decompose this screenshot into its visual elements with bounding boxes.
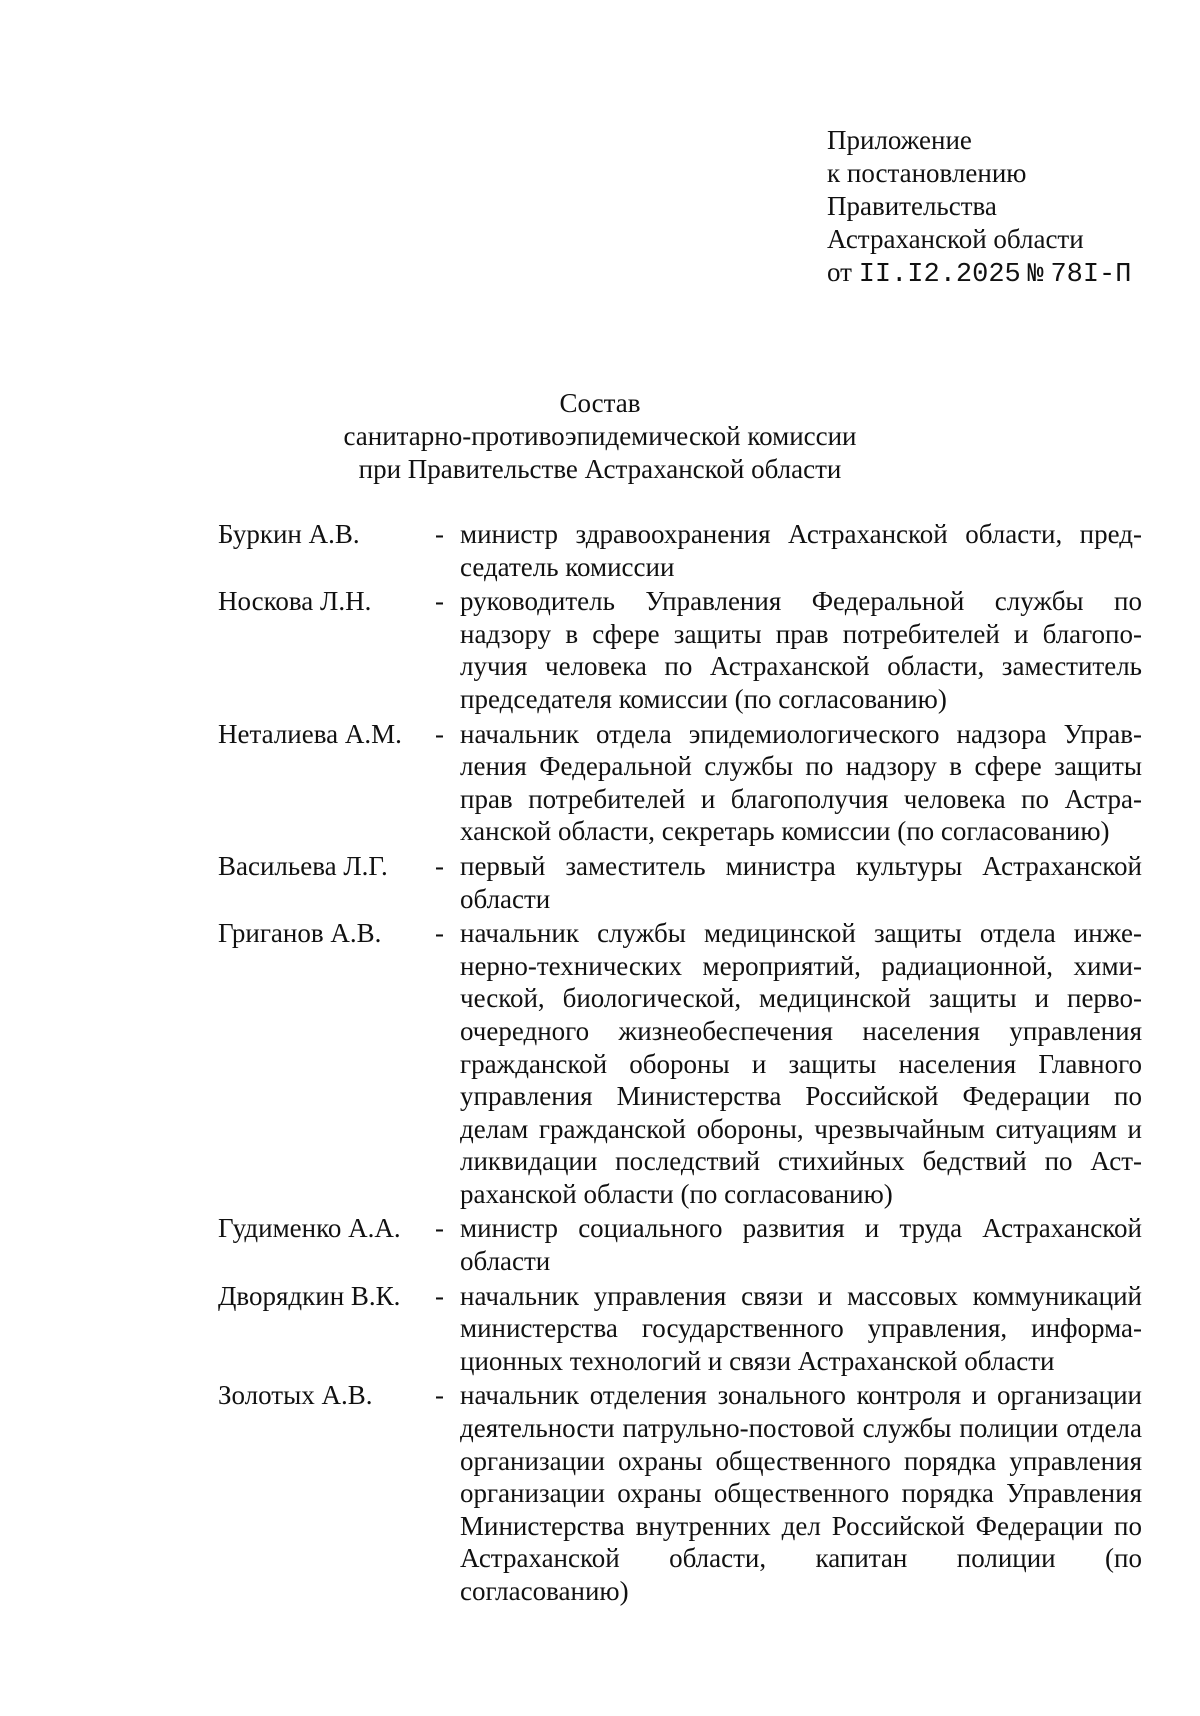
member-role: начальник управления связи и массовых коммуникаций министерства государственного управления, информационных технологий и связи Астраханской области bbox=[460, 1280, 1142, 1376]
title-line: санитарно-противоэпидемической комиссии bbox=[343, 421, 857, 451]
appendix-line: к постановлению bbox=[827, 158, 1027, 188]
member-name: Гудименко А.А. bbox=[218, 1213, 401, 1244]
member-row bbox=[218, 718, 1148, 848]
member-role: министр социального развития и труда Астраханской области bbox=[460, 1213, 1142, 1277]
document-title bbox=[300, 387, 900, 486]
member-name: Васильева Л.Г. bbox=[218, 850, 388, 881]
separator-dash: - bbox=[435, 1213, 444, 1244]
title-line: Состав bbox=[559, 388, 641, 418]
member-name: Григанов А.В. bbox=[218, 918, 382, 949]
separator-dash: - bbox=[435, 918, 444, 949]
member-row bbox=[218, 1280, 1148, 1378]
member-name: Носкова Л.Н. bbox=[218, 586, 372, 617]
member-row bbox=[218, 518, 1148, 583]
resolution-date: II.I2.2025 bbox=[858, 260, 1021, 290]
member-role: первый заместитель министра культуры Астраханской области bbox=[460, 850, 1142, 914]
member-row bbox=[218, 1212, 1148, 1277]
separator-dash: - bbox=[435, 519, 444, 549]
separator-dash: - bbox=[435, 586, 444, 617]
member-name: Золотых А.В. bbox=[218, 1380, 373, 1411]
appendix-line: Правительства bbox=[827, 191, 997, 221]
title-line: при Правительстве Астраханской области bbox=[358, 454, 842, 484]
member-row bbox=[218, 585, 1148, 715]
member-row bbox=[218, 917, 1148, 1210]
member-name: Дворядкин В.К. bbox=[218, 1280, 401, 1311]
appendix-line: Астраханской области bbox=[827, 224, 1084, 254]
member-row bbox=[218, 1379, 1148, 1607]
member-role: начальник отделения зонального контроля и организации деятельности патрульно-постовой службы полиции отдела организации охраны общественного порядка управления организации охраны общественного порядка Управления Министерства внутренних дел Российской Федерации по Астраханской области, капитан полиции (по согласованию) bbox=[460, 1380, 1142, 1606]
member-role: начальник отдела эпидемиологического надзора Управления Федеральной службы по надзору в сфере защиты прав потребителей и благополучия человека по Астраханской области, секретарь комиссии (по согласованию) bbox=[460, 718, 1142, 847]
appendix-block bbox=[827, 124, 1167, 292]
separator-dash: - bbox=[435, 1280, 444, 1311]
member-role: министр здравоохранения Астраханской области, председатель комиссии bbox=[460, 519, 1142, 582]
member-name: Неталиева А.М. bbox=[218, 718, 402, 749]
member-row bbox=[218, 850, 1148, 915]
separator-dash: - bbox=[435, 850, 444, 881]
member-name: Буркин А.В. bbox=[218, 519, 360, 549]
member-role: начальник службы медицинской защиты отдела инженерно-технических мероприятий, радиационной, химической, биологической, медицинской защиты и первоочередного жизнеобеспечения населения управления гражданской обороны и защиты населения Главного управления Министерства Российской Федерации по делам гражданской обороны, чрезвычайным ситуациям и ликвидации последствий стихийных бедствий по Астраханской области (по согласованию) bbox=[460, 918, 1142, 1209]
member-role: руководитель Управления Федеральной службы по надзору в сфере защиты прав потребителей и благополучия человека по Астраханской области, заместитель председателя комиссии (по согласованию) bbox=[460, 586, 1142, 714]
members-list bbox=[218, 518, 1148, 1610]
appendix-line: Приложение bbox=[827, 125, 972, 155]
resolution-date-line bbox=[827, 256, 1167, 292]
number-sign: № bbox=[1027, 260, 1044, 290]
separator-dash: - bbox=[435, 718, 444, 749]
separator-dash: - bbox=[435, 1380, 444, 1411]
date-prefix: от bbox=[827, 257, 852, 287]
resolution-number: 78I-П bbox=[1050, 260, 1132, 290]
